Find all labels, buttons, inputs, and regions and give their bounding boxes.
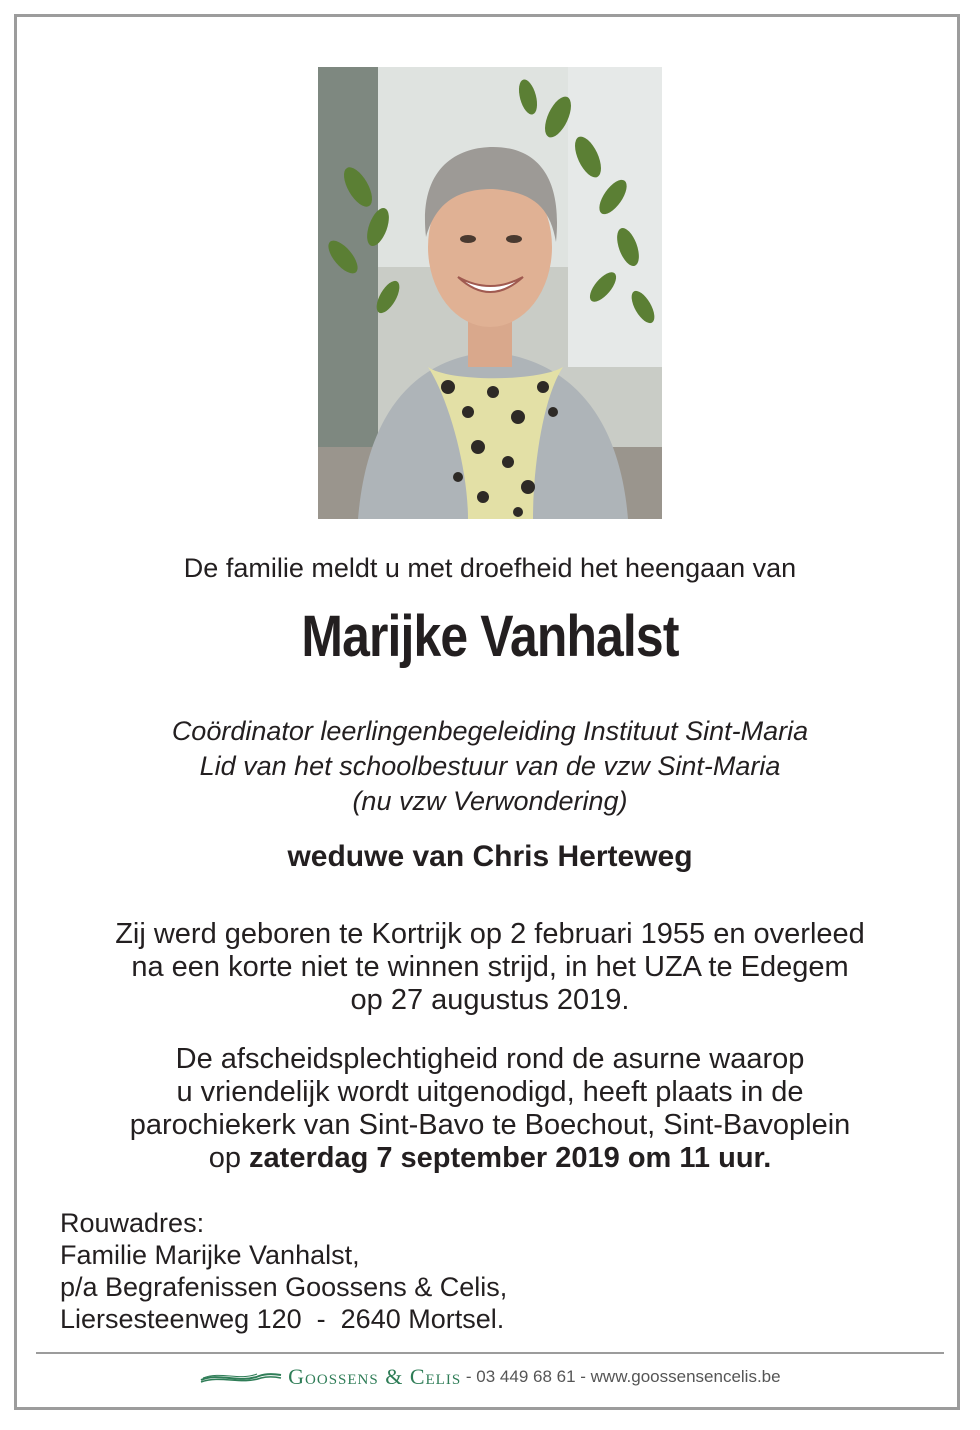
address-line: p/a Begrafenissen Goossens & Celis,	[60, 1272, 508, 1302]
role-line: Coördinator leerlingenbegeleiding Instituut Sint-Maria	[171, 716, 809, 746]
widow-line: weduwe van Chris Herteweg	[287, 840, 693, 873]
ceremony-line: parochiekerk van Sint-Bavo te Boechout, Sint-Bavoplein	[129, 1109, 851, 1141]
ceremony-line: u vriendelijk wordt uitgenodigd, heeft plaats in de	[176, 1076, 804, 1108]
portrait-illustration	[318, 67, 662, 519]
bio-line: op 27 augustus 2019.	[350, 984, 630, 1016]
role-line: (nu vzw Verwondering)	[352, 786, 628, 816]
address-line: Rouwadres:	[60, 1208, 205, 1238]
roles-block	[0, 714, 980, 819]
ceremony-line: De afscheidsplechtigheid rond de asurne waarop	[175, 1043, 805, 1075]
intro-text: De familie meldt u met droefheid het heengaan van	[183, 553, 797, 583]
ceremony-date-line	[0, 1142, 980, 1175]
ceremony-block	[0, 1043, 980, 1175]
footer-contact: - 03 449 68 61 - www.goossensencelis.be	[461, 1367, 781, 1386]
footer-divider	[36, 1352, 944, 1354]
role-line: Lid van het schoolbestuur van de vzw Sint-Maria	[199, 751, 781, 781]
deceased-name: Marijke Vanhalst	[301, 604, 679, 669]
ceremony-date: zaterdag 7 september 2019 om 11 uur.	[249, 1142, 772, 1174]
address-line: Liersesteenweg 120 - 2640 Mortsel.	[60, 1304, 505, 1334]
bio-block	[0, 918, 980, 1017]
address-line: Familie Marijke Vanhalst,	[60, 1240, 360, 1270]
brand-name: Goossens & Celis	[288, 1364, 462, 1389]
brand-wave-icon	[199, 1370, 283, 1384]
ceremony-date-prefix: op	[208, 1142, 250, 1174]
portrait-photo	[318, 67, 662, 519]
footer	[0, 1364, 980, 1394]
bio-line: na een korte niet te winnen strijd, in het UZA te Edegem	[131, 951, 849, 983]
bio-line: Zij werd geboren te Kortrijk op 2 februari 1955 en overleed	[115, 918, 865, 950]
mourning-address	[60, 1207, 507, 1335]
